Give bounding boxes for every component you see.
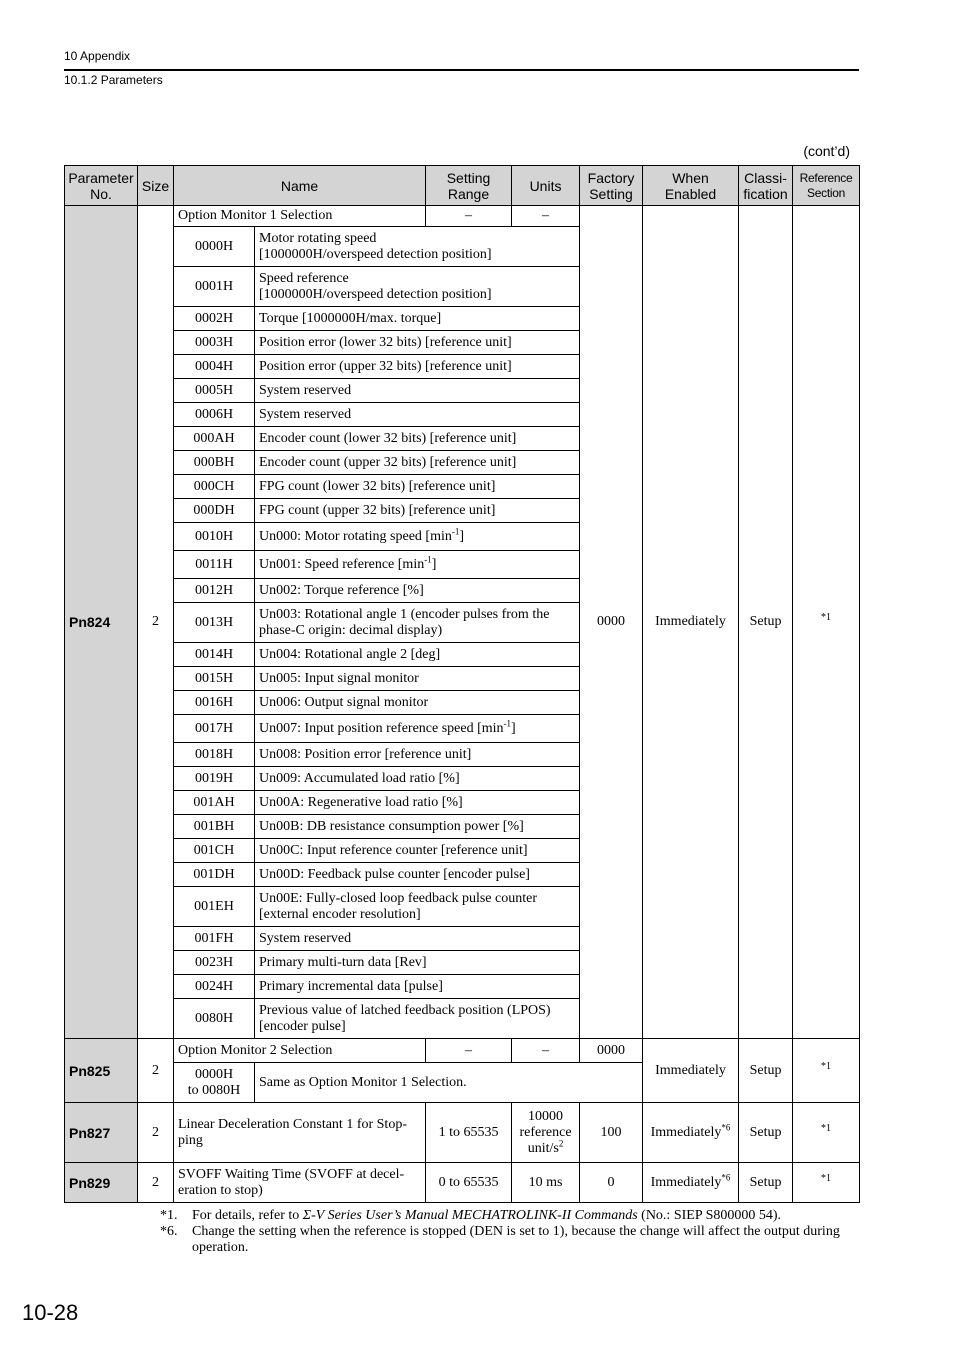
option-description: Primary incremental data [pulse] — [255, 975, 580, 999]
param-size: 2 — [138, 1039, 174, 1103]
page-number: 10-28 — [22, 1300, 79, 1325]
option-code: 001EH — [174, 887, 255, 927]
option-description: Encoder count (lower 32 bits) [reference unit] — [255, 427, 580, 451]
col-header-units: Units — [512, 166, 580, 206]
continued-label: (cont’d) — [803, 143, 850, 159]
option-description: Un00C: Input reference counter [reference unit] — [255, 839, 580, 863]
option-code: 000AH — [174, 427, 255, 451]
option-description: Primary multi-turn data [Rev] — [255, 951, 580, 975]
option-description: Un000: Motor rotating speed $[\min^{-1}]$ — [255, 523, 580, 551]
option-description: Un005: Input signal monitor — [255, 667, 580, 691]
param-reference: *1 — [793, 1163, 860, 1203]
option-description: FPG count (upper 32 bits) [reference unit] — [255, 499, 580, 523]
option-description: Un008: Position error [reference unit] — [255, 743, 580, 767]
param-class: Setup — [739, 1163, 793, 1203]
param-name: SVOFF Waiting Time (SVOFF at decel- eration to stop) — [174, 1163, 426, 1203]
table-header-row — [65, 166, 860, 206]
option-code: 001DH — [174, 863, 255, 887]
table-row — [65, 1163, 860, 1203]
param-size: 2 — [138, 1163, 174, 1203]
option-code: 001CH — [174, 839, 255, 863]
col-header-when: When Enabled — [643, 166, 739, 206]
col-header-class: Classi- fication — [739, 166, 793, 206]
option-code: 0013H — [174, 603, 255, 643]
param-no: Pn825 — [65, 1039, 138, 1103]
col-header-name: Name — [174, 166, 426, 206]
option-code: 0000H to 0080H — [174, 1063, 255, 1103]
col-header-reference: Reference Section — [793, 166, 860, 206]
option-code: 0012H — [174, 579, 255, 603]
option-code: 001FH — [174, 927, 255, 951]
col-header-range: Setting Range — [426, 166, 512, 206]
option-description: Un009: Accumulated load ratio [%] — [255, 767, 580, 791]
param-name: Option Monitor 2 Selection — [174, 1039, 426, 1063]
param-class: Setup — [739, 206, 793, 1039]
param-factory: 0000 — [580, 1039, 643, 1063]
option-code: 0004H — [174, 355, 255, 379]
option-description: Un00D: Feedback pulse counter [encoder pulse] — [255, 863, 580, 887]
param-range: – — [426, 1039, 512, 1063]
param-name: Option Monitor 1 Selection — [174, 206, 426, 227]
option-code: 0024H — [174, 975, 255, 999]
chapter-header: 10 Appendix — [64, 49, 131, 63]
table-row — [65, 206, 860, 227]
option-code: 0002H — [174, 307, 255, 331]
footnote-1: *1. For details, refer to Σ-V Series User’s Manual MECHATROLINK-II Commands (No.: SIEP S800000 54). — [160, 1208, 782, 1223]
option-code: 0011H — [174, 551, 255, 579]
option-description: Un00A: Regenerative load ratio [%] — [255, 791, 580, 815]
parameter-table — [64, 165, 860, 1203]
option-description: Un007: Input position reference speed $[\min^{-1}]$ — [255, 715, 580, 743]
param-no: Pn824 — [65, 206, 138, 1039]
option-code: 0010H — [174, 523, 255, 551]
option-code: 001AH — [174, 791, 255, 815]
option-code: 0016H — [174, 691, 255, 715]
option-description: Un00E: Fully-closed loop feedback pulse counter [external encoder resolution] — [255, 887, 580, 927]
option-code: 0001H — [174, 267, 255, 307]
param-size: 2 — [138, 1103, 174, 1163]
param-no: Pn829 — [65, 1163, 138, 1203]
footnote-6: *6. Change the setting when the reference is stopped (DEN is set to 1), because the change will affect the output during operation. — [160, 1224, 840, 1255]
param-when: Immediately$^{*6}$ — [643, 1103, 739, 1163]
param-no: Pn827 — [65, 1103, 138, 1163]
option-code: 0003H — [174, 331, 255, 355]
param-units: – — [512, 206, 580, 227]
option-description: Un001: Speed reference $[\min^{-1}]$ — [255, 551, 580, 579]
option-code: 0014H — [174, 643, 255, 667]
option-description: System reserved — [255, 379, 580, 403]
option-code: 0015H — [174, 667, 255, 691]
param-name: Linear Deceleration Constant 1 for Stop- ping — [174, 1103, 426, 1163]
param-range: 0 to 65535 — [426, 1163, 512, 1203]
param-factory: 0000 — [580, 206, 643, 1039]
option-description: FPG count (lower 32 bits) [reference unit] — [255, 475, 580, 499]
option-description: Un006: Output signal monitor — [255, 691, 580, 715]
option-code: 0000H — [174, 227, 255, 267]
param-range: – — [426, 206, 512, 227]
option-code: 001BH — [174, 815, 255, 839]
param-when: Immediately — [643, 1039, 739, 1103]
param-units: 10 ms — [512, 1163, 580, 1203]
param-size: 2 — [138, 206, 174, 1039]
option-description: Position error (upper 32 bits) [reference unit] — [255, 355, 580, 379]
param-when: Immediately$^{*6}$ — [643, 1163, 739, 1203]
col-header-param-no: Parameter No. — [65, 166, 138, 206]
option-description: Torque [1000000H/max. torque] — [255, 307, 580, 331]
param-units: 10000 reference unit/$s^2$ — [512, 1103, 580, 1163]
option-code: 0019H — [174, 767, 255, 791]
option-code: 000BH — [174, 451, 255, 475]
option-description: Un004: Rotational angle 2 [deg] — [255, 643, 580, 667]
option-description: Position error (lower 32 bits) [reference unit] — [255, 331, 580, 355]
option-description: Un003: Rotational angle 1 (encoder pulses from the phase-C origin: decimal display) — [255, 603, 580, 643]
param-reference: *1 — [793, 206, 860, 1039]
table-row — [65, 1039, 860, 1063]
param-range: 1 to 65535 — [426, 1103, 512, 1163]
option-description: Speed reference [1000000H/overspeed detection position] — [255, 267, 580, 307]
option-description: System reserved — [255, 403, 580, 427]
option-description: Un002: Torque reference [%] — [255, 579, 580, 603]
option-code: 0018H — [174, 743, 255, 767]
param-reference: *1 — [793, 1103, 860, 1163]
option-code: 0017H — [174, 715, 255, 743]
param-class: Setup — [739, 1103, 793, 1163]
param-factory: 100 — [580, 1103, 643, 1163]
header-rule — [64, 69, 859, 71]
option-code: 0080H — [174, 999, 255, 1039]
param-when: Immediately — [643, 206, 739, 1039]
option-description: Same as Option Monitor 1 Selection. — [255, 1063, 643, 1103]
option-description: System reserved — [255, 927, 580, 951]
param-units: – — [512, 1039, 580, 1063]
param-class: Setup — [739, 1039, 793, 1103]
option-code: 0023H — [174, 951, 255, 975]
option-description: Previous value of latched feedback position (LPOS) [encoder pulse] — [255, 999, 580, 1039]
param-factory: 0 — [580, 1163, 643, 1203]
option-description: Encoder count (upper 32 bits) [reference unit] — [255, 451, 580, 475]
table-row — [65, 1103, 860, 1163]
option-code: 000DH — [174, 499, 255, 523]
option-description: Motor rotating speed [1000000H/overspeed detection position] — [255, 227, 580, 267]
col-header-factory: Factory Setting — [580, 166, 643, 206]
option-code: 0006H — [174, 403, 255, 427]
section-header: 10.1.2 Parameters — [64, 73, 163, 87]
option-description: Un00B: DB resistance consumption power [%] — [255, 815, 580, 839]
col-header-size: Size — [138, 166, 174, 206]
option-code: 000CH — [174, 475, 255, 499]
option-code: 0005H — [174, 379, 255, 403]
param-reference: *1 — [793, 1039, 860, 1103]
